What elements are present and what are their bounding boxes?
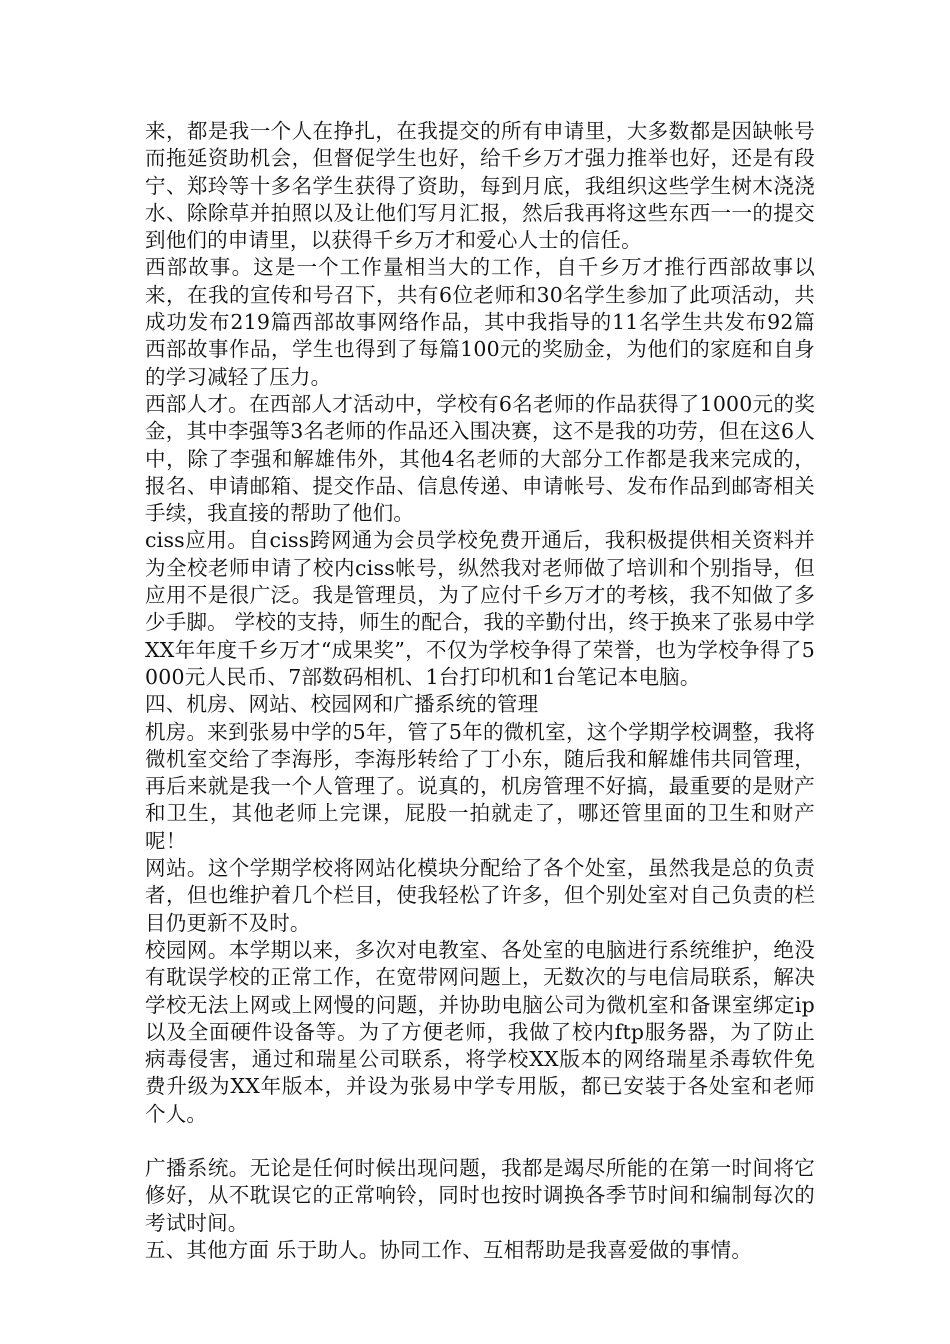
paragraph-ciss-application: ciss应用。自ciss跨网通为会员学校免费开通后，我积极提供相关资料并为全校老师申请了校内ciss帐号，纵然我对老师做了培训和个别指导，但应用不是很广泛。我是管理员，为了应付千乡万才的考核，我不知做了多少手脚。 学校的支持，师生的配合，我的辛勤付出，终于换来了张易中学XX年年度千乡万才“成果奖”，不仅为学校争得了荣誉，也为学校争得了5000元人民币、7部数码相机、1台打印机和1台笔记本电脑。 bbox=[145, 528, 815, 689]
paragraph-campus-network: 校园网。本学期以来，多次对电教室、各处室的电脑进行系统维护，绝没有耽误学校的正常工作，在宽带网问题上，无数次的与电信局联系，解决学校无法上网或上网慢的问题，并协助电脑公司为微机室和备课室绑定ip以及全面硬件设备等。为了方便老师，我做了校内ftp服务器，为了防止病毒侵害，通过和瑞星公司联系，将学校XX版本的网络瑞星杀毒软件免费升级为XX年版本，并设为张易中学专用版，都已安装于各处室和老师个人。 bbox=[145, 937, 815, 1126]
paragraph-western-stories: 西部故事。这是一个工作量相当大的工作，自千乡万才推行西部故事以来，在我的宣传和号召下，共有6位老师和30名学生参加了此项活动，共成功发布219篇西部故事网络作品，其中我指导的11名学生共发布92篇西部故事作品，学生也得到了每篇100元的奖励金，为他们的家庭和自身的学习减轻了压力。 bbox=[145, 255, 815, 389]
paragraph-broadcast-system: 广播系统。无论是任何时候出现问题，我都是竭尽所能的在第一时间将它修好，从不耽误它的正常响铃，同时也按时调换各季节时间和编制每次的考试时间。 bbox=[145, 1155, 815, 1235]
document-body bbox=[145, 118, 815, 1264]
paragraph-website: 网站。这个学期学校将网站化模块分配给了各个处室，虽然我是总的负责者，但也维护着几个栏目，使我轻松了许多，但个别处室对自己负责的栏目仍更新不及时。 bbox=[145, 856, 815, 935]
section-heading-other: 五、其他方面 乐于助人。协同工作、互相帮助是我喜爱做的事情。 bbox=[145, 1237, 753, 1262]
paragraph-western-talent: 西部人才。在西部人才活动中，学校有6名老师的作品获得了1000元的奖金，其中李强等3名老师的作品还入围决赛，这不是我的功劳，但在这6人中，除了李强和解雄伟外，其他4名老师的大部分工作都是我来完成的，报名、申请邮箱、提交作品、信息传递、申请帐号、发布作品到邮寄相关手续，我直接的帮助了他们。 bbox=[145, 391, 815, 526]
paragraph-computer-room: 机房。来到张易中学的5年，管了5年的微机室，这个学期学校调整，我将微机室交给了李海彤，李海彤转给了丁小东，随后我和解雄伟共同管理，再后来就是我一个人管理了。说真的，机房管理不好搞，最重要的是财产和卫生，其他老师上完课，屁股一拍就走了，哪还管里面的卫生和财产呢！ bbox=[145, 719, 815, 853]
paragraph-funding-help: 来，都是我一个人在挣扎，在我提交的所有申请里，大多数都是因缺帐号而拖延资助机会，但督促学生也好，给千乡万才强力推举也好，还是有段宁、郑玲等十多名学生获得了资助，每到月底，我组织这些学生树木浇浇水、除除草并拍照以及让他们写月汇报，然后我再将这些东西一一的提交到他们的申请里，以获得千乡万才和爱心人士的信任。 bbox=[145, 119, 815, 253]
section-heading-management: 四、机房、网站、校园网和广播系统的管理 bbox=[145, 692, 539, 717]
paragraph-spacer bbox=[145, 1128, 815, 1155]
